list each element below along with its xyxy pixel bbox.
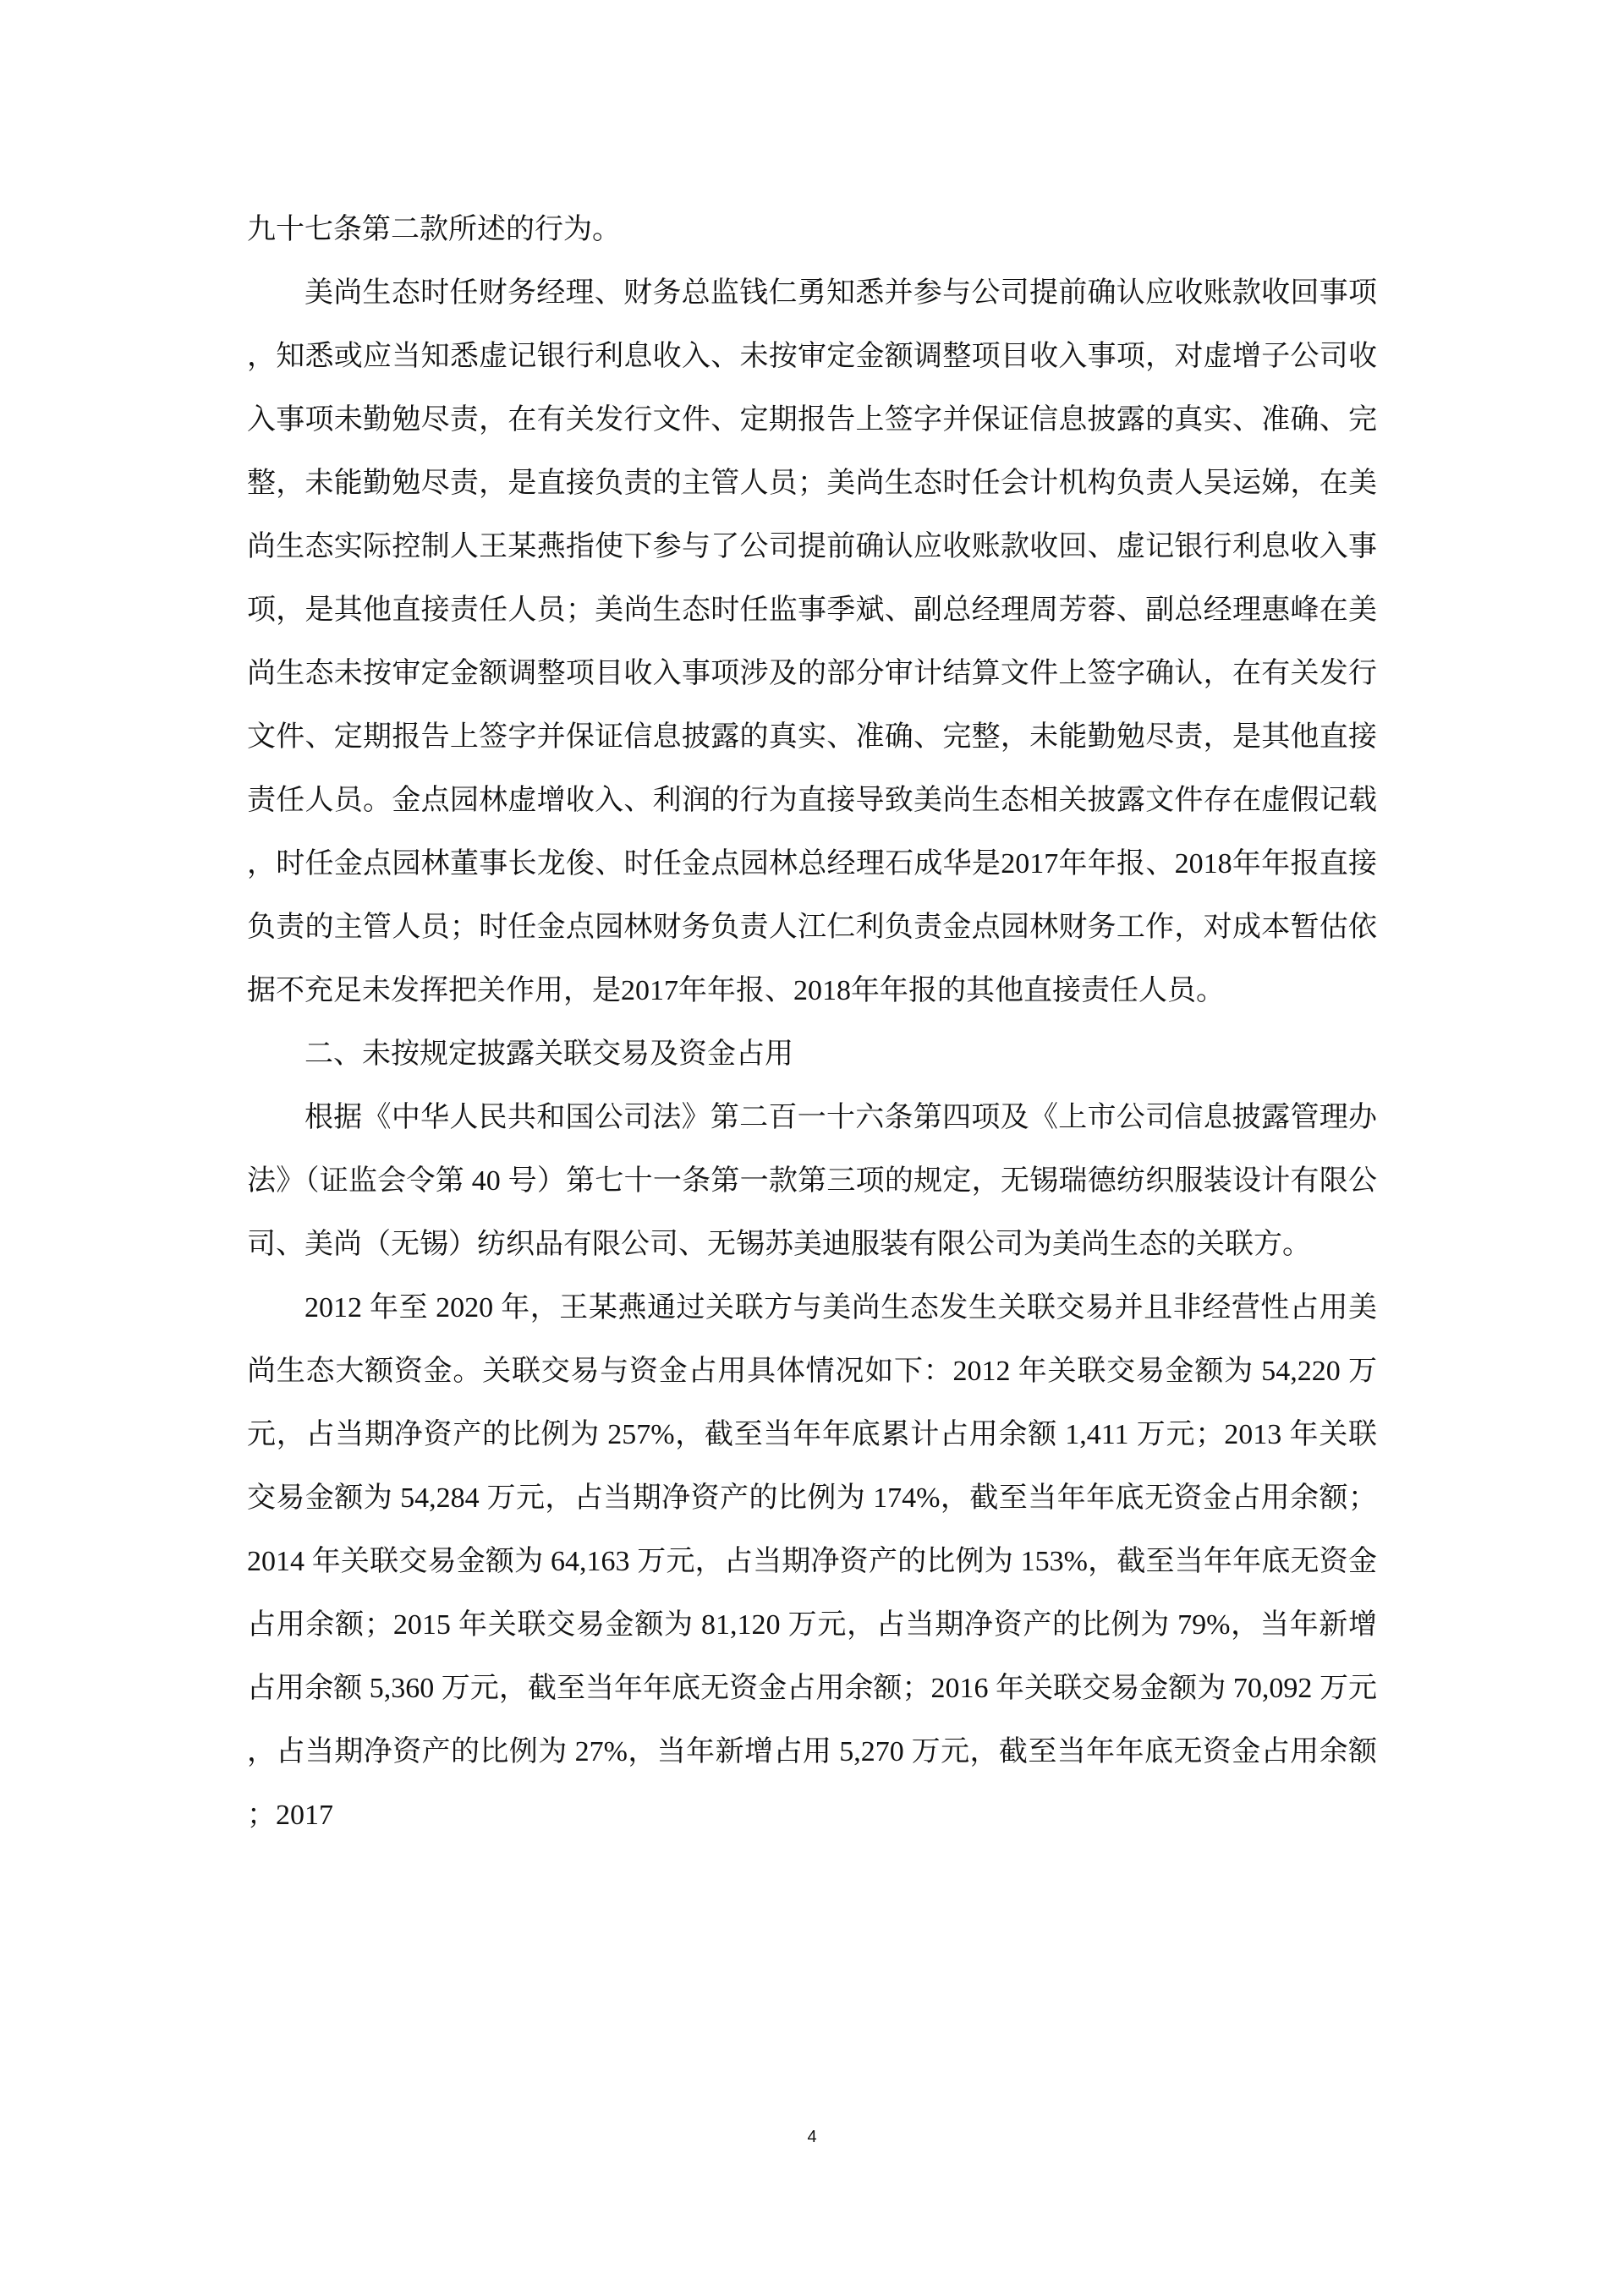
paragraph-related-parties: 根据《中华人民共和国公司法》第二百一十六条第四项及《上市公司信息披露管理办法》（证监会令第 40 号）第七十一条第一款第三项的规定，无锡瑞德纺织服装设计有限公司、美尚（无锡）纺织品有限公司、无锡苏美迪服装有限公司为美尚生态的关联方。 xyxy=(247,1102,1377,1260)
paragraph-responsible-persons: 美尚生态时任财务经理、财务总监钱仁勇知悉并参与公司提前确认应收账款收回事项，知悉或应当知悉虚记银行利息收入、未按审定金额调整项目收入事项，对虚增子公司收入事项未勤勉尽责，在有关发行文件、定期报告上签字并保证信息披露的真实、准确、完整，未能勤勉尽责，是直接负责的主管人员；美尚生态时任会计机构负责人吴运娣，在美尚生态实际控制人王某燕指使下参与了公司提前确认应收账款收回、虚记银行利息收入事项，是其他直接责任人员；美尚生态时任监事季斌、副总经理周芳蓉、副总经理惠峰在美尚生态未按审定金额调整项目收入事项涉及的部分审计结算文件上签字确认，在有关发行文件、定期报告上签字并保证信息披露的真实、准确、完整，未能勤勉尽责，是其他直接责任人员。金点园林虚增收入、利润的行为直接导致美尚生态相关披露文件存在虚假记载，时任金点园林董事长龙俊、时任金点园林总经理石成华是2017年年报、2018年年报直接负责的主管人员；时任金点园林财务负责人江仁利负责金点园林财务工作，对成本暂估依据不充足未发挥把关作用，是2017年年报、2018年年报的其他直接责任人员。 xyxy=(247,277,1377,1006)
section-heading-related-transactions: 二、未按规定披露关联交易及资金占用 xyxy=(304,1038,793,1070)
page-number: 4 xyxy=(807,2128,817,2146)
paragraph-continuation: 九十七条第二款所述的行为。 xyxy=(247,214,621,245)
document-body xyxy=(247,198,1377,1847)
paragraph-transaction-details: 2012 年至 2020 年，王某燕通过关联方与美尚生态发生关联交易并且非经营性占用美尚生态大额资金。关联交易与资金占用具体情况如下：2012 年关联交易金额为 54,220 万元，占当期净资产的比例为 257%，截至当年年底累计占用余额 1,411 万元；2013 年关联交易金额为 54,284 万元，占当期净资产的比例为 174%，截至当年年底无资金占用余额；2014 年关联交易金额为 64,163 万元，占当期净资产的比例为 153%，截至当年年底无资金占用余额；2015 年关联交易金额为 81,120 万元，占当期净资产的比例为 79%，当年新增占用余额 5,360 万元，截至当年年底无资金占用余额；2016 年关联交易金额为 70,092 万元，占当期净资产的比例为 27%，当年新增占用 5,270 万元，截至当年年底无资金占用余额；2017 xyxy=(247,1292,1377,1831)
